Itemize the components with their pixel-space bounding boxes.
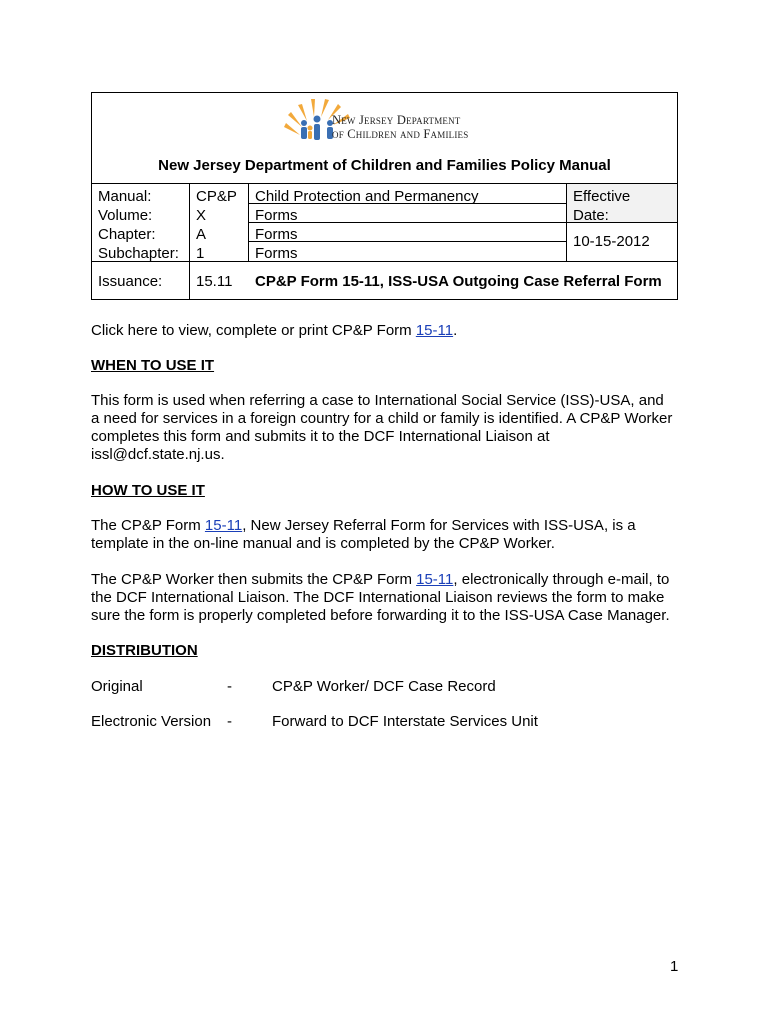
distribution-label: Electronic Version <box>91 713 212 730</box>
how-p1-suffix: , New Jersey Referral Form for Services with ISS-USA, is a <box>242 517 636 534</box>
form-15-11-link[interactable]: 15-11 <box>415 322 454 339</box>
manual-code: CP&P <box>196 188 237 205</box>
issuance-code: 15.11 <box>196 273 233 290</box>
intro-paragraph <box>91 322 691 340</box>
manual-name: Child Protection and Permanency <box>255 188 479 205</box>
distribution-dash: - <box>227 678 232 695</box>
distribution-value: Forward to DCF Interstate Services Unit <box>272 713 538 730</box>
policy-header-box <box>91 92 678 300</box>
distribution-label: Original <box>91 678 143 695</box>
meta-names <box>255 187 478 263</box>
how-p2-suffix: , electronically through e-mail, to <box>453 571 670 588</box>
chapter-label: Chapter: <box>98 226 156 243</box>
how-p1-line-2: template in the on-line manual and is completed by the CP&P Worker. <box>91 535 555 552</box>
divider <box>189 183 190 300</box>
volume-name: Forms <box>255 207 298 224</box>
manual-label: Manual: <box>98 188 152 205</box>
issuance-title: CP&P Form 15-11, ISS-USA Outgoing Case Referral Form <box>255 273 662 290</box>
how-p2-line-2: the DCF International Liaison. The DCF International Liaison reviews the form to make <box>91 589 665 606</box>
chapter-code: A <box>196 226 207 243</box>
when-line-3: completes this form and submits it to the DCF International Liaison at <box>91 428 550 445</box>
intro-prefix: Click here to view, complete or print CP&P Form <box>91 322 416 339</box>
issuance-label: Issuance: <box>98 273 163 290</box>
chapter-name: Forms <box>255 226 298 243</box>
when-line-2: a need for services in a foreign country for a child or family is identified. A CP&P Worker <box>91 410 673 427</box>
meta-labels <box>98 187 179 263</box>
intro-suffix: . <box>453 322 458 339</box>
distribution-dash: - <box>227 713 232 730</box>
effective-label-2: Date: <box>573 207 609 224</box>
distribution-value: CP&P Worker/ DCF Case Record <box>272 678 496 695</box>
when-line-4: issl@dcf.state.nj.us. <box>91 446 225 463</box>
divider <box>92 183 677 184</box>
volume-code: X <box>196 207 207 224</box>
how-p2-line-3: sure the form is properly completed before forwarding it to the ISS-USA Case Manager. <box>91 607 670 624</box>
how-heading: HOW TO USE IT <box>91 482 205 499</box>
subchapter-code: 1 <box>196 245 205 262</box>
form-15-11-link[interactable]: 15-11 <box>416 571 454 588</box>
volume-label: Volume: <box>98 207 153 224</box>
how-paragraph-2 <box>91 571 691 625</box>
page-number: 1 <box>670 958 679 975</box>
subchapter-label: Subchapter: <box>98 245 179 262</box>
form-15-11-link[interactable]: 15-11 <box>204 517 243 534</box>
meta-codes <box>196 187 237 263</box>
how-paragraph-1 <box>91 517 691 553</box>
logo-line-2: of Children and Families <box>332 127 469 141</box>
how-p1-prefix: The CP&P Form <box>91 517 205 534</box>
effective-label-1: Effective <box>573 188 631 205</box>
when-heading: WHEN TO USE IT <box>91 357 215 374</box>
logo-line-1: New Jersey Department <box>332 113 461 127</box>
distribution-heading: DISTRIBUTION <box>91 642 198 659</box>
when-paragraph <box>91 392 691 464</box>
subchapter-name: Forms <box>255 245 298 262</box>
logo-text <box>332 113 468 141</box>
how-p2-prefix: The CP&P Worker then submits the CP&P Form <box>91 571 417 588</box>
when-line-1: This form is used when referring a case to International Social Service (ISS)-USA, and <box>91 392 664 409</box>
effective-date: 10-15-2012 <box>573 233 650 250</box>
manual-title: New Jersey Department of Children and Families Policy Manual <box>158 157 611 174</box>
effective-label <box>573 187 630 225</box>
